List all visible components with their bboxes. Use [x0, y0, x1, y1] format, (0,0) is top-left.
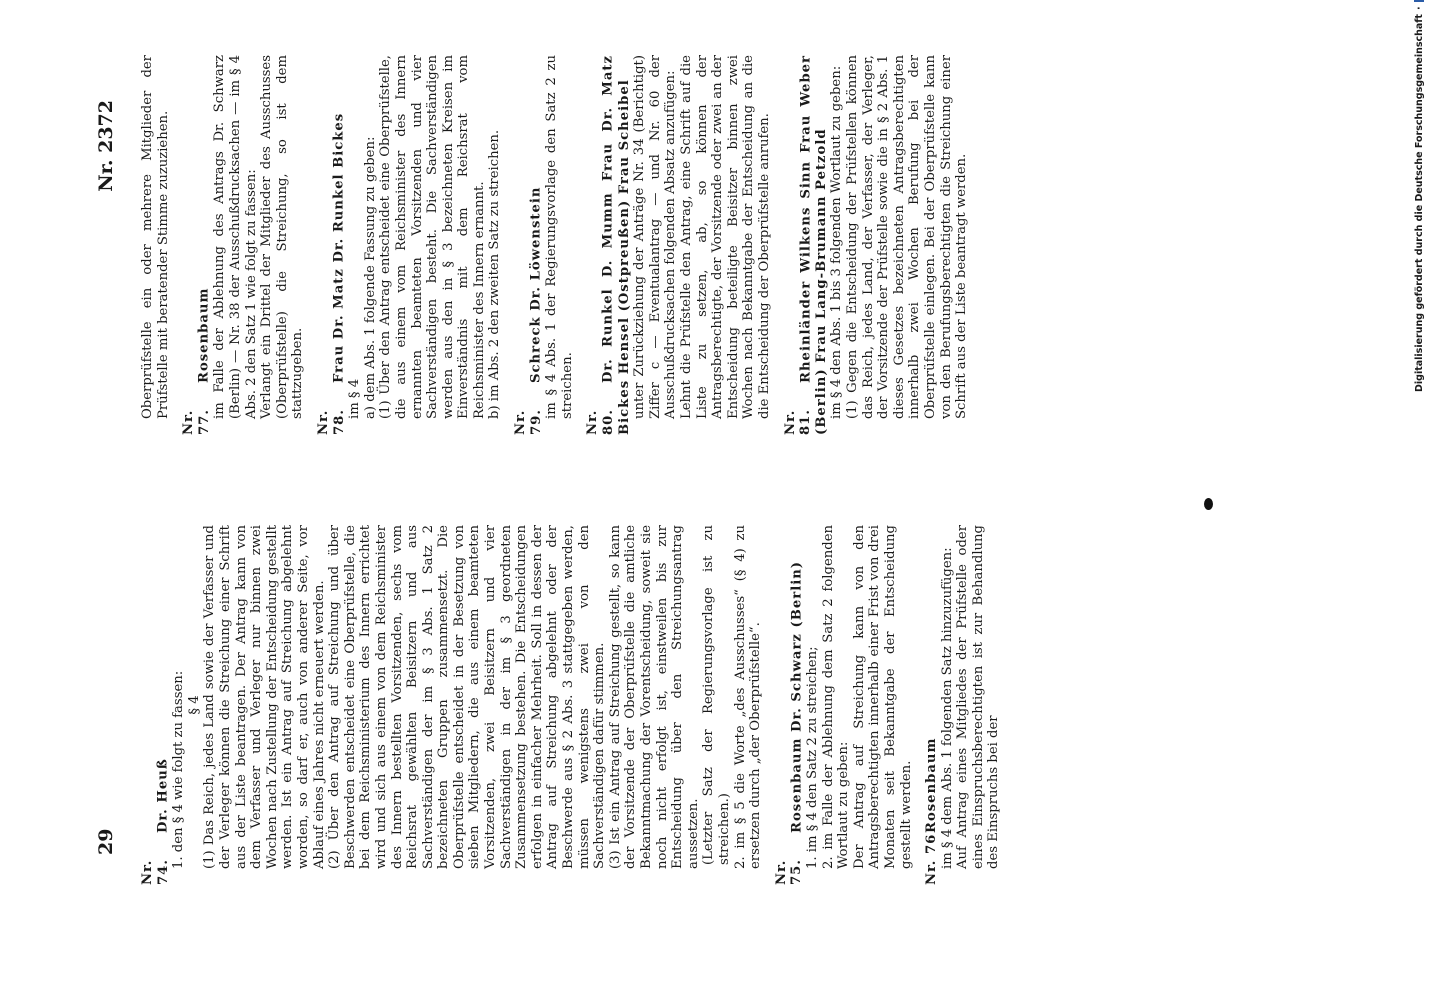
- antrag-text-line: 1. den § 4 wie folgt zu fassen:: [171, 670, 187, 869]
- antrag-text-line: (Letzter Satz der Regierungsvorlage ist zu streichen.): [701, 525, 732, 865]
- antrag-signers: Dr. Heuß: [155, 758, 171, 833]
- antrag-number: Nr. 81.: [782, 409, 814, 435]
- antrag-number: Nr. 80.: [585, 409, 617, 435]
- antrag-text-line: im Falle der Ablehnung des Antrags Dr. Schwarz (Berlin) — Nr. 38 der Ausschußdrucksachen — im § 4 Abs. 2 den Satz 1 wie folgt zu fassen:: [212, 55, 259, 419]
- antrag-block: [924, 525, 1002, 885]
- antrag-signers: Rheinländer Wilkens Sinn Frau Weber (Berlin) Frau Lang-Brumann Petzold: [798, 55, 829, 435]
- antrag-heading: [585, 55, 632, 435]
- antrag-heading: [924, 525, 940, 885]
- antrag-number: Nr. 75.: [773, 859, 805, 885]
- ink-blot: [1204, 498, 1213, 510]
- antrag-heading: [181, 55, 212, 435]
- antrag-text-line: Auf Antrag eines Mitgliedes der Prüfstelle oder eines Einspruchsberechtigten ist zur Behandlung des Einspruchs bei der: [955, 525, 1002, 869]
- document-number: Nr. 2372: [95, 100, 117, 192]
- antrag-signers: Frau Dr. Matz Dr. Runkel Bickes: [331, 112, 347, 383]
- right-text-column: [140, 55, 980, 435]
- left-text-column: [140, 525, 1012, 885]
- antrag-number: Nr. 77.: [181, 409, 212, 435]
- antrag-block: [783, 55, 970, 435]
- antrag-text-line: im § 4 den Abs. 1 bis 3 folgenden Wortlaut zu geben:: [829, 65, 845, 419]
- antrag-text-line: a) dem Abs. 1 folgende Fassung zu geben:: [362, 136, 378, 419]
- antrag-text-line: Lehnt die Prüfstelle den Antrag, eine Schrift auf die Liste zu setzen, ab, so können der Antragsberechtigte, der Vorsitzende oder zwei an der Entscheidung beteiligte Beisitzer binnen zwei Wochen nach Bekanntgabe der Entscheidung an die die Entscheidung der Oberprüfstelle anrufen.: [679, 55, 772, 419]
- antrag-number: Nr. 79.: [513, 409, 544, 435]
- antrag-block: [774, 525, 914, 885]
- antrag-heading: [140, 525, 171, 885]
- antrag-block: [140, 55, 171, 435]
- antrag-signers: Rosenbaum: [924, 737, 940, 833]
- antrag-block: [585, 55, 772, 435]
- stamp-text: Digitalisierung gefördert durch die Deutsche Forschungsgemeinschaft: [1413, 14, 1425, 392]
- digitization-stamp: Digitalisierung gefördert durch die Deutsche Forschungsgemeinschaft ·: [1408, 8, 1430, 392]
- antrag-text-line: Der Antrag auf Streichung kann von den Antragsberechtigten innerhalb einer Frist von drei Monaten seit Bekanntgabe der Entscheidung gestellt werden.: [851, 525, 914, 869]
- antrag-text-line: Verlangt ein Drittel der Mitglieder des Ausschusses (Oberprüfstelle) die Streichung, so ist dem stattzugeben.: [259, 55, 306, 419]
- antrag-text-line: b) im Abs. 2 den zweiten Satz zu streichen.: [487, 129, 503, 419]
- antrag-text-line: (2) Über den Antrag auf Streichung und über Beschwerden entscheidet eine Oberprüfstelle, die bei dem Reichsministerium des Innern errichtet wird und sich aus einem von dem Reichsminister des Innern bestellten Vorsitzenden, sechs vom Reichsrat gewählten Beisitzern und aus Sachverständigen der im § 3 Abs. 1 Satz 2 bezeichneten Gruppen zusammensetzt. Die Oberprüfstelle entscheidet in der Besetzung von sieben Mitgliedern, die aus einem beamteten Vorsitzenden, zwei Beisitzern und vier Sachverständigen in der im § 3 geordneten Zusammensetzung bestehen. Die Entscheidungen erfolgen in einfacher Mehrheit. Soll in dessen der Antrag auf Streichung abgelehnt oder der Beschwerde aus § 2 Abs. 3 stattgegeben werden, müssen wenigstens zwei von den Sachverständigen dafür stimmen.: [327, 525, 608, 869]
- antrag-text-line: unter Zurückziehung der Anträge Nr. 34 (Berichtigt) Ziffer c — Eventualantrag — und Nr. 60 der Ausschußdrucksachen folgenden Absatz anzufügen:: [632, 55, 679, 419]
- antrag-heading: [783, 55, 830, 435]
- antrag-text-line: im § 4 dem Abs. 1 folgenden Satz hinzuzufügen:: [939, 547, 955, 869]
- antrag-signers: Schreck Dr. Löwenstein: [528, 186, 544, 383]
- page-number: 29: [95, 828, 117, 855]
- antrag-heading: [513, 55, 544, 435]
- antrag-text-line: (1) Das Reich, jedes Land sowie der Verfasser und der Verleger können die Streichung einer Schrift aus der Liste beantragen. Der Antrag kann von dem Verfasser und Verleger nur binnen zwei Wochen nach Zustellung der Entscheidung gestellt werden. Ist ein Antrag auf Streichung abgelehnt worden, so darf er, auch von anderer Seite, vor Ablauf eines Jahres nicht erneuert werden.: [202, 525, 327, 869]
- antrag-signers: Rosenbaum: [196, 287, 212, 383]
- antrag-heading: [316, 55, 347, 435]
- antrag-heading: [774, 525, 805, 885]
- antrag-number: Nr. 78.: [315, 409, 347, 435]
- antrag-text-line: (1) Gegen die Entscheidung der Prüfstellen können das Reich, jedes Land, der Verfasser, der Verleger, der Vorsitzende der Prüfstelle sowie die in § 2 Abs. 1 dieses Gesetzes bezeichneten Antragsberechtigten innerhalb zwei Wochen Berufung bei der Oberprüfstelle einlegen. Bei der Oberprüfstelle kann von den Berufungsberechtigten die Streichung einer Schrift aus der Liste beantragt werden.: [844, 55, 970, 419]
- antrag-number: Nr. 76: [924, 833, 940, 885]
- antrag-block: [513, 55, 575, 435]
- antrag-text-line: im § 4 Abs. 1 der Regierungsvorlage den Satz 2 zu streichen.: [544, 55, 575, 419]
- antrag-text-line: § 4: [186, 695, 202, 715]
- antrag-block: [140, 525, 764, 885]
- antrag-signers: Rosenbaum Dr. Schwarz (Berlin): [789, 560, 805, 833]
- antrag-block: [316, 55, 503, 435]
- antrag-text-line: (3) Ist ein Antrag auf Streichung gestellt, so kann der Vorsitzende der Oberprüfstelle die amtliche Bekanntmachung der Vorentscheidung, soweit sie noch nicht erfolgt ist, einstweilen bis zur Entscheidung über den Streichungsantrag aussetzen.: [607, 525, 701, 869]
- antrag-text-line: Oberprüfstelle ein oder mehrere Mitglieder der Prüfstelle mit beratender Stimme zuzuziehen.: [140, 55, 171, 419]
- antrag-text-line: im § 4: [347, 378, 363, 419]
- antrag-text-line: 1. im § 4 den Satz 2 zu streichen;: [804, 646, 820, 869]
- antrag-text-line: (1) Über den Antrag entscheidet eine Oberprüfstelle, die aus einem vom Reichsminister des Innern ernannten beamteten Vorsitzenden und vier Sachverständigen besteht. Die Sachverständigen werden aus den in § 3 bezeichneten Kreisen im Einverständnis mit dem Reichsrat vom Reichsminister des Innern ernannt.: [378, 55, 487, 419]
- antrag-number: Nr. 74.: [140, 859, 171, 885]
- antrag-signers: Dr. Runkel D. Mumm Frau Dr. Matz Bickes Hensel (Ostpreußen) Frau Scheibel: [601, 55, 632, 435]
- antrag-text-line: 2. im § 5 die Worte „des Ausschusses“ (§ 4) zu ersetzen durch „der Oberprüfstelle“.: [732, 525, 764, 869]
- antrag-text-line: 2. im Falle der Ablehnung dem Satz 2 folgenden Wortlaut zu geben:: [820, 525, 852, 869]
- dfg-logo: [1414, 0, 1424, 2]
- antrag-block: [181, 55, 306, 435]
